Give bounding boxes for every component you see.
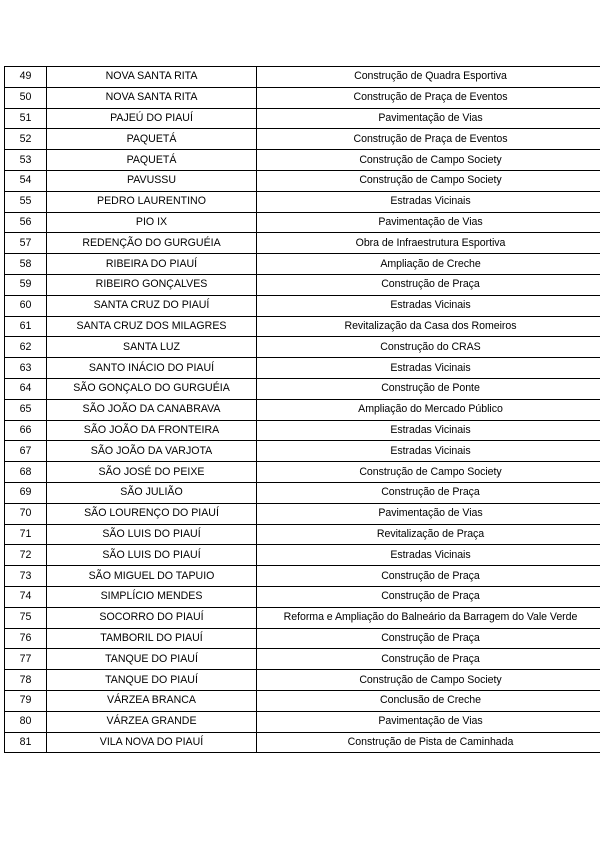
row-number-cell: 69 [5, 482, 47, 503]
project-cell: Construção de Praça [257, 274, 600, 295]
row-number-cell: 70 [5, 503, 47, 524]
municipality-cell: SÃO GONÇALO DO GURGUÉIA [47, 378, 257, 399]
table-row [5, 170, 600, 191]
project-cell: Construção de Praça [257, 649, 600, 670]
municipality-cell: PAJEÚ DO PIAUÍ [47, 108, 257, 129]
project-cell: Ampliação de Creche [257, 254, 600, 275]
row-number-cell: 62 [5, 337, 47, 358]
municipality-cell: NOVA SANTA RITA [47, 87, 257, 108]
municipality-cell: TAMBORIL DO PIAUÍ [47, 628, 257, 649]
row-number-cell: 64 [5, 378, 47, 399]
row-number-cell: 67 [5, 441, 47, 462]
table-row [5, 378, 600, 399]
table-row [5, 628, 600, 649]
table-row [5, 690, 600, 711]
municipality-cell: SANTA LUZ [47, 337, 257, 358]
project-cell: Conclusão de Creche [257, 690, 600, 711]
row-number-cell: 58 [5, 254, 47, 275]
project-cell: Pavimentação de Vias [257, 711, 600, 732]
table-row [5, 87, 600, 108]
projects-table [4, 66, 600, 753]
municipality-cell: SÃO LOURENÇO DO PIAUÍ [47, 503, 257, 524]
row-number-cell: 65 [5, 399, 47, 420]
row-number-cell: 77 [5, 649, 47, 670]
project-cell: Construção de Quadra Esportiva [257, 67, 600, 88]
row-number-cell: 66 [5, 420, 47, 441]
row-number-cell: 61 [5, 316, 47, 337]
municipality-cell: VÁRZEA BRANCA [47, 690, 257, 711]
table-row [5, 607, 600, 628]
row-number-cell: 81 [5, 732, 47, 753]
table-row [5, 649, 600, 670]
row-number-cell: 56 [5, 212, 47, 233]
project-cell: Construção de Ponte [257, 378, 600, 399]
table-row [5, 586, 600, 607]
project-cell: Estradas Vicinais [257, 358, 600, 379]
municipality-cell: PEDRO LAURENTINO [47, 191, 257, 212]
row-number-cell: 57 [5, 233, 47, 254]
table-row [5, 711, 600, 732]
municipality-cell: SÃO LUIS DO PIAUÍ [47, 524, 257, 545]
project-cell: Construção do CRAS [257, 337, 600, 358]
table-row [5, 150, 600, 171]
project-cell: Construção de Pista de Caminhada [257, 732, 600, 753]
project-cell: Pavimentação de Vias [257, 503, 600, 524]
project-cell: Pavimentação de Vias [257, 108, 600, 129]
project-cell: Construção de Praça de Eventos [257, 87, 600, 108]
table-row [5, 337, 600, 358]
table-row [5, 503, 600, 524]
municipality-cell: PAQUETÁ [47, 129, 257, 150]
row-number-cell: 49 [5, 67, 47, 88]
municipality-cell: SANTO INÁCIO DO PIAUÍ [47, 358, 257, 379]
row-number-cell: 54 [5, 170, 47, 191]
municipality-cell: VÁRZEA GRANDE [47, 711, 257, 732]
row-number-cell: 59 [5, 274, 47, 295]
municipality-cell: SÃO MIGUEL DO TAPUIO [47, 566, 257, 587]
table-row [5, 254, 600, 275]
project-cell: Ampliação do Mercado Público [257, 399, 600, 420]
project-cell: Construção de Praça [257, 586, 600, 607]
municipality-cell: TANQUE DO PIAUÍ [47, 649, 257, 670]
municipality-cell: SÃO JOÃO DA CANABRAVA [47, 399, 257, 420]
table-row [5, 233, 600, 254]
table-row [5, 108, 600, 129]
municipality-cell: SÃO JOÃO DA FRONTEIRA [47, 420, 257, 441]
table-row [5, 732, 600, 753]
municipality-cell: RIBEIRA DO PIAUÍ [47, 254, 257, 275]
table-row [5, 566, 600, 587]
row-number-cell: 72 [5, 545, 47, 566]
table-row [5, 441, 600, 462]
project-cell: Estradas Vicinais [257, 295, 600, 316]
table-row [5, 420, 600, 441]
project-cell: Construção de Praça [257, 566, 600, 587]
row-number-cell: 80 [5, 711, 47, 732]
project-cell: Revitalização da Casa dos Romeiros [257, 316, 600, 337]
municipality-cell: SANTA CRUZ DOS MILAGRES [47, 316, 257, 337]
municipality-cell: TANQUE DO PIAUÍ [47, 670, 257, 691]
municipality-cell: SÃO LUIS DO PIAUÍ [47, 545, 257, 566]
row-number-cell: 52 [5, 129, 47, 150]
row-number-cell: 53 [5, 150, 47, 171]
row-number-cell: 75 [5, 607, 47, 628]
table-row [5, 358, 600, 379]
row-number-cell: 55 [5, 191, 47, 212]
project-cell: Construção de Campo Society [257, 150, 600, 171]
table-row [5, 274, 600, 295]
municipality-cell: SOCORRO DO PIAUÍ [47, 607, 257, 628]
table-row [5, 212, 600, 233]
table-row [5, 67, 600, 88]
table-row [5, 295, 600, 316]
municipality-cell: SÃO JOÃO DA VARJOTA [47, 441, 257, 462]
table-row [5, 316, 600, 337]
table-row [5, 399, 600, 420]
project-cell: Construção de Campo Society [257, 462, 600, 483]
row-number-cell: 74 [5, 586, 47, 607]
municipality-cell: SÃO JULIÃO [47, 482, 257, 503]
table-row [5, 524, 600, 545]
municipality-cell: PAVUSSU [47, 170, 257, 191]
table-row [5, 191, 600, 212]
project-cell: Revitalização de Praça [257, 524, 600, 545]
row-number-cell: 60 [5, 295, 47, 316]
project-cell: Obra de Infraestrutura Esportiva [257, 233, 600, 254]
row-number-cell: 71 [5, 524, 47, 545]
municipality-cell: NOVA SANTA RITA [47, 67, 257, 88]
project-cell: Reforma e Ampliação do Balneário da Barragem do Vale Verde [257, 607, 600, 628]
project-cell: Construção de Praça [257, 482, 600, 503]
table-row [5, 670, 600, 691]
municipality-cell: PIO IX [47, 212, 257, 233]
project-cell: Construção de Praça de Eventos [257, 129, 600, 150]
municipality-cell: PAQUETÁ [47, 150, 257, 171]
project-cell: Estradas Vicinais [257, 441, 600, 462]
project-cell: Construção de Praça [257, 628, 600, 649]
table-row [5, 129, 600, 150]
table-row [5, 545, 600, 566]
row-number-cell: 79 [5, 690, 47, 711]
row-number-cell: 68 [5, 462, 47, 483]
municipality-cell: REDENÇÃO DO GURGUÉIA [47, 233, 257, 254]
table-row [5, 462, 600, 483]
municipality-cell: SÃO JOSÉ DO PEIXE [47, 462, 257, 483]
table-row [5, 482, 600, 503]
municipality-cell: SIMPLÍCIO MENDES [47, 586, 257, 607]
row-number-cell: 76 [5, 628, 47, 649]
row-number-cell: 51 [5, 108, 47, 129]
projects-table-body [5, 67, 600, 753]
municipality-cell: SANTA CRUZ DO PIAUÍ [47, 295, 257, 316]
municipality-cell: RIBEIRO GONÇALVES [47, 274, 257, 295]
row-number-cell: 63 [5, 358, 47, 379]
row-number-cell: 50 [5, 87, 47, 108]
row-number-cell: 73 [5, 566, 47, 587]
project-cell: Pavimentação de Vias [257, 212, 600, 233]
project-cell: Estradas Vicinais [257, 545, 600, 566]
project-cell: Estradas Vicinais [257, 420, 600, 441]
project-cell: Estradas Vicinais [257, 191, 600, 212]
project-cell: Construção de Campo Society [257, 670, 600, 691]
municipality-cell: VILA NOVA DO PIAUÍ [47, 732, 257, 753]
row-number-cell: 78 [5, 670, 47, 691]
project-cell: Construção de Campo Society [257, 170, 600, 191]
projects-table-container [4, 66, 600, 753]
